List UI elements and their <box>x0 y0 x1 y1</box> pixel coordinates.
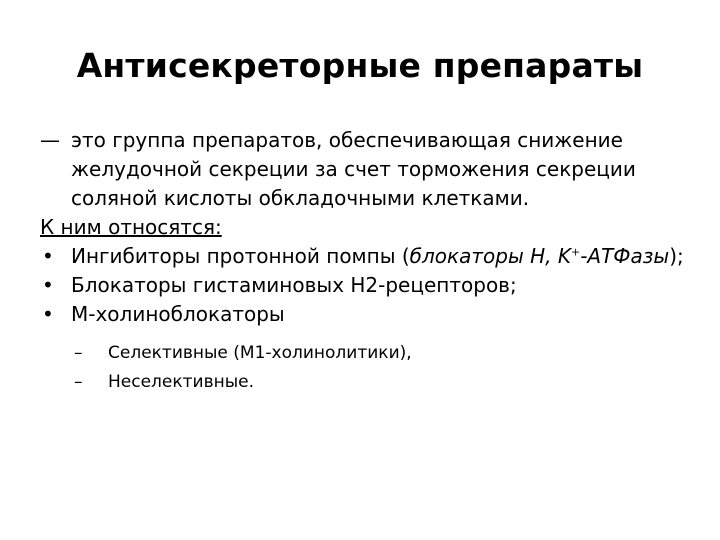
list-item-h2-blockers <box>40 271 705 300</box>
slide-title: Антисекреторные препараты <box>76 46 644 85</box>
sub-list <box>40 339 705 397</box>
sub-item-text: Селективные (М1-холинолитики), <box>108 343 412 363</box>
bullet-icon: • <box>42 244 54 268</box>
ppi-superscript: + <box>570 245 581 259</box>
en-dash-marker: – <box>74 372 83 392</box>
m-cholinoblockers-text: М-холиноблокаторы <box>71 302 285 326</box>
slide-body <box>40 126 705 397</box>
definition-text: это группа препаратов, обеспечивающая снижение желудочной секреции за счет торможения секреции соляной кислоты обкладочными клетками. <box>71 128 636 210</box>
ppi-suffix: ); <box>669 244 684 268</box>
ppi-prefix: Ингибиторы протонной помпы ( <box>71 244 410 268</box>
list-item-ppi <box>40 242 705 271</box>
sub-item-nonselective <box>74 368 705 397</box>
bullet-icon: • <box>42 273 54 297</box>
sub-item-text: Неселективные. <box>108 372 255 392</box>
list-item-m-cholinoblockers <box>40 300 705 329</box>
sub-item-selective <box>74 339 705 368</box>
bullet-icon: • <box>42 302 54 326</box>
definition-paragraph <box>40 126 705 213</box>
list-intro: К ним относятся: <box>40 215 222 239</box>
en-dash-marker: – <box>74 343 83 363</box>
ppi-italic-b: -АТФазы <box>580 244 670 268</box>
ppi-italic-a: блокаторы H, K <box>409 244 571 268</box>
h2-blockers-text: Блокаторы гистаминовых Н2-рецепторов; <box>71 273 517 297</box>
em-dash-marker: — <box>40 128 60 152</box>
